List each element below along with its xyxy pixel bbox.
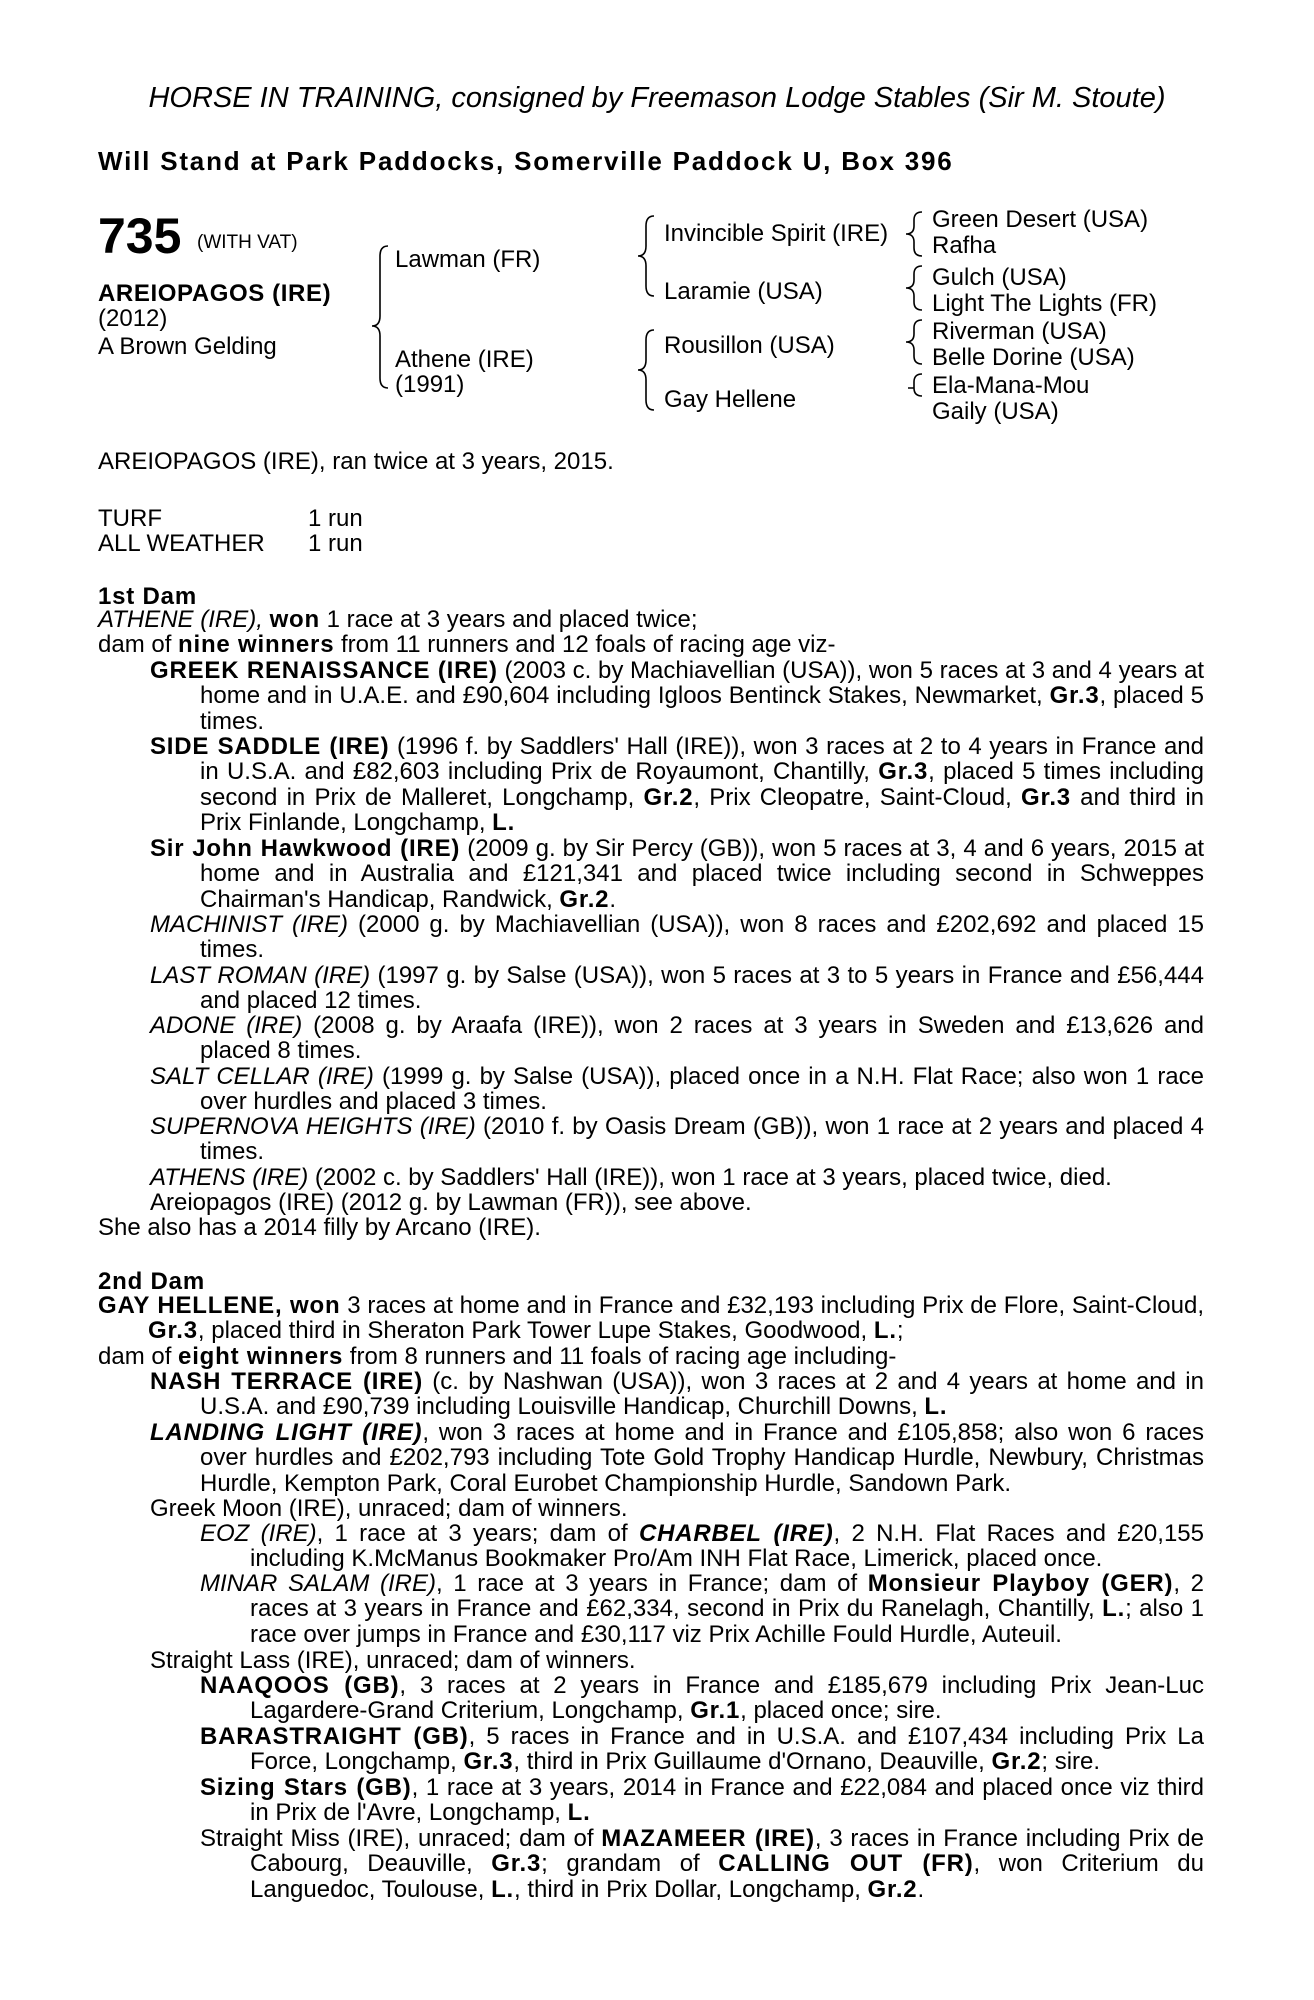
dam: Athene (IRE): [395, 346, 534, 373]
dam-dam: Gay Hellene: [664, 386, 797, 413]
record-aw-runs: 1 run: [308, 530, 363, 557]
progeny-straight-miss: Straight Miss (IRE), unraced; dam of MAZAMEER (IRE), 3 races in France including Prix de Cabourg, Deauville, Gr.3; grandam of CALLING OUT (FR), won Criterium du Languedoc, Toulouse, L., third in Prix Dollar, Longchamp, Gr.2.: [200, 1825, 1204, 1903]
record-turf-runs: 1 run: [308, 505, 363, 532]
ds-sire: Riverman (USA): [932, 318, 1107, 345]
race-summary: AREIOPAGOS (IRE), ran twice at 3 years, 2015.: [98, 448, 614, 475]
horse-name: AREIOPAGOS (IRE): [98, 280, 332, 307]
sd-dam: Light The Lights (FR): [932, 290, 1157, 317]
sd-sire: Gulch (USA): [932, 264, 1067, 291]
second-dam-gay-hellene: GAY HELLENE, won 3 races at home and in France and £32,193 including Prix de Flore, Saint-Cloud, Gr.3, placed third in Sheraton Park Tower Lupe Stakes, Goodwood, L.;: [98, 1292, 1204, 1345]
progeny-nash-terrace: NASH TERRACE (IRE) (c. by Nashwan (USA)), won 3 races at 2 and 4 years at home and in U.S.A. and £90,739 including Louisville Handicap, Churchill Downs, L.: [150, 1368, 1204, 1421]
dam-sire: Rousillon (USA): [664, 332, 835, 359]
progeny-supernova-heights: SUPERNOVA HEIGHTS (IRE) (2010 f. by Oasis Dream (GB)), won 1 race at 2 years and placed 4 times.: [150, 1113, 1204, 1166]
sire-dam: Laramie (USA): [664, 278, 823, 305]
ss-dam: Rafha: [932, 232, 997, 259]
progeny-side-saddle: SIDE SADDLE (IRE) (1996 f. by Saddlers' Hall (IRE)), won 3 races at 2 to 4 years in France and in U.S.A. and £82,603 including Prix de Royaumont, Chantilly, Gr.3, placed 5 times including second in Prix de Malleret, Longchamp, Gr.2, Prix Cleopatre, Saint-Cloud, Gr.3 and third in Prix Finlande, Longchamp, L.: [150, 733, 1205, 837]
lot-number: 735: [98, 208, 182, 264]
progeny-naaqoos: NAAQOOS (GB), 3 races at 2 years in France and £185,679 including Prix Jean-Luc Lagardere-Grand Criterium, Longchamp, Gr.1, placed once; sire.: [200, 1672, 1204, 1725]
first-dam-heading: 1st Dam: [98, 583, 197, 610]
horse-year: (2012): [98, 305, 168, 332]
sire: Lawman (FR): [395, 246, 541, 273]
progeny-adone: ADONE (IRE) (2008 g. by Araafa (IRE)), won 2 races at 3 years in Sweden and £13,626 and placed 8 times.: [150, 1012, 1204, 1065]
second-dam-heading: 2nd Dam: [98, 1268, 205, 1295]
first-dam-line1: ATHENE (IRE), won 1 race at 3 years and placed twice;: [98, 606, 698, 633]
progeny-straight-lass: Straight Lass (IRE), unraced; dam of winners.: [150, 1647, 636, 1674]
progeny-barastraight: BARASTRAIGHT (GB), 5 races in France and in U.S.A. and £107,434 including Prix La Force, Longchamp, Gr.3, third in Prix Guillaume d'Ornano, Deauville, Gr.2; sire.: [200, 1723, 1204, 1776]
sire-sire: Invincible Spirit (IRE): [664, 220, 889, 247]
progeny-salt-cellar: SALT CELLAR (IRE) (1999 g. by Salse (USA)), placed once in a N.H. Flat Race; also won 1 race over hurdles and placed 3 times.: [150, 1063, 1205, 1116]
dd-dam: Gaily (USA): [932, 398, 1059, 425]
progeny-athens: ATHENS (IRE) (2002 c. by Saddlers' Hall (IRE)), won 1 race at 3 years, placed twice, died.: [150, 1164, 1112, 1191]
progeny-areiopagos: Areiopagos (IRE) (2012 g. by Lawman (FR)), see above.: [150, 1189, 752, 1216]
record-aw-label: ALL WEATHER: [98, 530, 265, 557]
progeny-minar-salam: MINAR SALAM (IRE), 1 race at 3 years in France; dam of Monsieur Playboy (GER), 2 races at 3 years in France and £62,334, second in Prix du Ranelagh, Chantilly, L.; also 1 race over jumps in France and £30,117 viz Prix Achille Fould Hurdle, Auteuil.: [200, 1570, 1204, 1648]
vat-note: (WITH VAT): [197, 232, 298, 253]
progeny-machinist: MACHINIST (IRE) (2000 g. by Machiavellian (USA)), won 8 races and £202,692 and placed 15 times.: [150, 911, 1204, 964]
horse-description: A Brown Gelding: [98, 333, 277, 360]
record-turf-label: TURF: [98, 505, 162, 532]
dam-year: (1991): [395, 371, 465, 398]
progeny-eoz: EOZ (IRE), 1 race at 3 years; dam of CHARBEL (IRE), 2 N.H. Flat Races and £20,155 including K.McManus Bookmaker Pro/Am INH Flat Race, Limerick, placed once.: [200, 1520, 1204, 1573]
progeny-greek-renaissance: GREEK RENAISSANCE (IRE) (2003 c. by Machiavellian (USA)), won 5 races at 3 and 4 years at home and in U.A.E. and £90,604 including Igloos Bentinck Stakes, Newmarket, Gr.3, placed 5 times.: [150, 657, 1204, 735]
first-dam-foal-note: She also has a 2014 filly by Arcano (IRE).: [98, 1214, 541, 1241]
progeny-sir-john-hawkwood: Sir John Hawkwood (IRE) (2009 g. by Sir Percy (GB)), won 5 races at 3, 4 and 6 years, 2015 at home and in Australia and £121,341 and placed twice including second in Schweppes Chairman's Handicap, Randwick, Gr.2.: [150, 835, 1204, 913]
first-dam-line2: dam of nine winners from 11 runners and 12 foals of racing age viz-: [98, 631, 836, 658]
second-dam-winners: dam of eight winners from 8 runners and 11 foals of racing age including-: [98, 1343, 897, 1370]
dd-sire: Ela-Mana-Mou: [932, 372, 1090, 399]
progeny-greek-moon: Greek Moon (IRE), unraced; dam of winners.: [150, 1495, 628, 1522]
progeny-sizing-stars: Sizing Stars (GB), 1 race at 3 years, 2014 in France and £22,084 and placed once viz third in Prix de l'Avre, Longchamp, L.: [200, 1774, 1204, 1827]
ss-sire: Green Desert (USA): [932, 206, 1149, 233]
consignment-header: HORSE IN TRAINING, consigned by Freemason Lodge Stables (Sir M. Stoute): [148, 82, 1166, 114]
progeny-landing-light: LANDING LIGHT (IRE), won 3 races at home and in France and £105,858; also won 6 races over hurdles and £202,793 including Tote Gold Trophy Handicap Hurdle, Newbury, Christmas Hurdle, Kempton Park, Coral Eurobet Championship Hurdle, Sandown Park.: [150, 1419, 1205, 1497]
ds-dam: Belle Dorine (USA): [932, 344, 1135, 371]
stand-location: Will Stand at Park Paddocks, Somerville Paddock U, Box 396: [98, 146, 954, 176]
progeny-last-roman: LAST ROMAN (IRE) (1997 g. by Salse (USA)), won 5 races at 3 to 5 years in France and £56,444 and placed 12 times.: [150, 962, 1204, 1015]
